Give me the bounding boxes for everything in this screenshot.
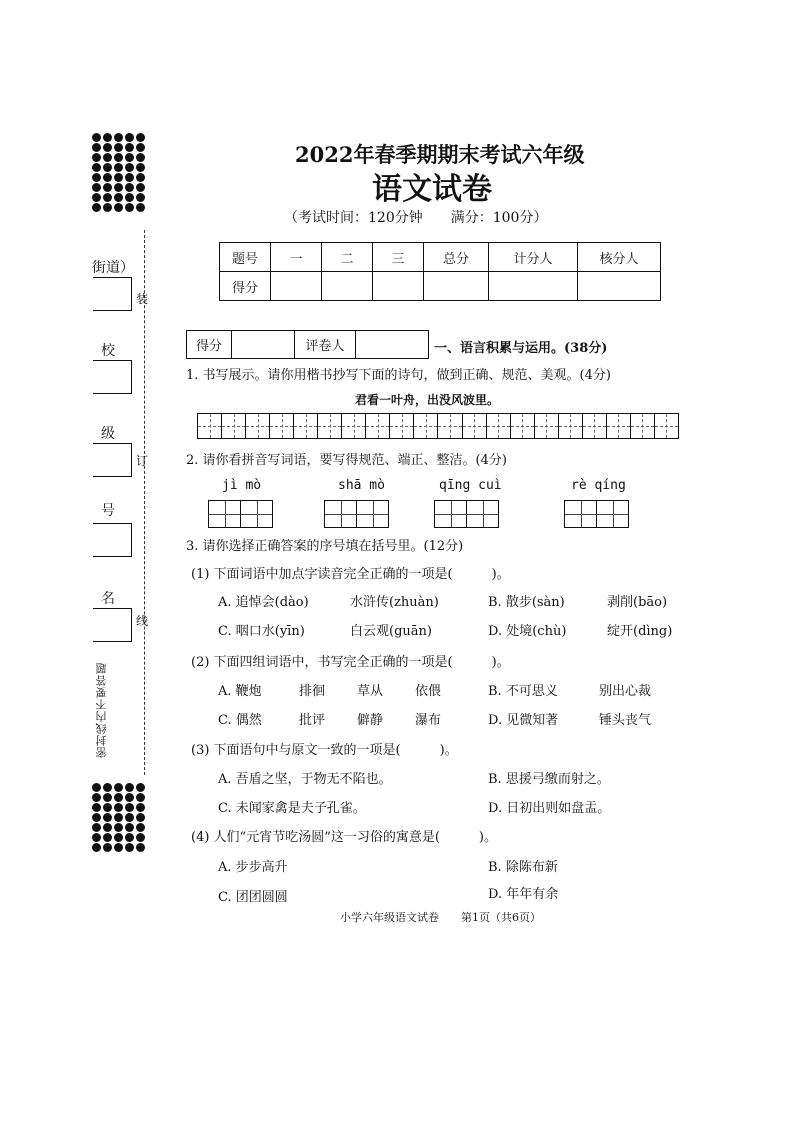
- q3-sub2-a3: 草从: [357, 684, 384, 699]
- score-header-1: 一: [271, 243, 322, 272]
- section1-score-cell[interactable]: [232, 331, 295, 359]
- binding-dot: [92, 183, 101, 192]
- binding-dot: [103, 173, 112, 182]
- q3-sub2-a1: A. 鞭炮: [218, 684, 262, 699]
- side-field-name[interactable]: [93, 608, 132, 642]
- binding-dot: [136, 133, 145, 142]
- q3-sub3-stem: (3) 下面语句中与原文一致的一项是( )。: [191, 743, 458, 758]
- q3-sub2-c4: 瀑布: [415, 713, 442, 728]
- binding-dot: [125, 783, 134, 792]
- score-header-scorer: 计分人: [489, 243, 578, 272]
- writing-grid-cell[interactable]: [535, 414, 559, 438]
- q3-sub2-b2: 别出心裁: [599, 684, 652, 699]
- binding-dot: [125, 133, 134, 142]
- binding-dot: [92, 793, 101, 802]
- binding-char-zhuang: 装: [136, 292, 149, 306]
- binding-dot: [92, 783, 101, 792]
- binding-dot: [114, 163, 123, 172]
- binding-dot: [136, 843, 145, 852]
- binding-dot: [103, 793, 112, 802]
- binding-dot: [92, 203, 101, 212]
- binding-dot: [103, 823, 112, 832]
- binding-dot: [136, 803, 145, 812]
- q3-sub1-opt-a2: 水浒传(zhuàn): [350, 595, 439, 610]
- binding-char-ding: 订: [136, 454, 149, 468]
- binding-dot: [125, 183, 134, 192]
- score-cell-2[interactable]: [322, 272, 373, 301]
- binding-dot: [125, 843, 134, 852]
- side-label-name: 名: [101, 591, 115, 607]
- binding-dot: [114, 203, 123, 212]
- score-cell-scorer[interactable]: [489, 272, 578, 301]
- writing-grid-cell[interactable]: [318, 414, 342, 438]
- q2-answer-box-4[interactable]: [564, 500, 629, 528]
- binding-dot: [125, 153, 134, 162]
- binding-dot: [103, 183, 112, 192]
- writing-grid-cell[interactable]: [559, 414, 583, 438]
- binding-dots-bottom: [92, 783, 146, 852]
- binding-dot: [136, 813, 145, 822]
- q2-pinyin-2: shā mò: [338, 478, 385, 493]
- q3-sub1-opt-b1: B. 散步(sàn): [488, 595, 565, 610]
- binding-dot: [103, 803, 112, 812]
- binding-dot: [125, 813, 134, 822]
- binding-dot: [136, 833, 145, 842]
- score-header-2: 二: [322, 243, 373, 272]
- binding-dot: [92, 823, 101, 832]
- binding-dot: [136, 143, 145, 152]
- score-row-label: 得分: [220, 272, 271, 301]
- binding-dot: [114, 843, 123, 852]
- q3-sub1-opt-b2: 剥削(bāo): [607, 595, 668, 610]
- exam-title-line1: 2022年春季期期末考试六年级: [295, 142, 585, 167]
- q3-sub3-c: C. 未闻家禽是夫子孔雀。: [218, 801, 366, 816]
- section1-title: 一、语言积累与运用。(38分): [434, 341, 608, 356]
- writing-grid-cell[interactable]: [270, 414, 294, 438]
- q2-answer-box-1[interactable]: [208, 500, 273, 528]
- section1-score-label: 得分: [187, 331, 232, 359]
- side-field-class[interactable]: [93, 443, 132, 477]
- q3-sub2-a4: 依偎: [415, 684, 442, 699]
- writing-grid-cell[interactable]: [246, 414, 270, 438]
- exam-title-line2: 语文试卷: [372, 172, 492, 207]
- score-cell-total[interactable]: [424, 272, 489, 301]
- binding-dot: [92, 803, 101, 812]
- q3-sub2-stem: (2) 下面四组词语中，书写完全正确的一项是( )。: [191, 655, 510, 670]
- q3-sub1-opt-a1: A. 追悼会(dào): [218, 595, 309, 610]
- binding-dot: [125, 803, 134, 812]
- binding-dot: [103, 833, 112, 842]
- side-field-number[interactable]: [93, 523, 132, 557]
- score-cell-3[interactable]: [373, 272, 424, 301]
- binding-dot: [136, 163, 145, 172]
- binding-dot: [125, 203, 134, 212]
- writing-grid-cell[interactable]: [463, 414, 487, 438]
- q1-writing-grid[interactable]: [197, 413, 679, 439]
- binding-dot: [125, 823, 134, 832]
- q1-poem: 君看一叶舟，出没风波里。: [355, 393, 500, 407]
- binding-dot: [125, 833, 134, 842]
- side-label-number: 号: [101, 503, 115, 519]
- q3-text: 3. 请你选择正确答案的序号填在括号里。(12分): [186, 539, 464, 554]
- q3-sub4-c: C. 团团圆圆: [218, 890, 288, 905]
- binding-dot: [125, 193, 134, 202]
- binding-dot: [114, 813, 123, 822]
- vertical-seal-note: 密封线内不要答题: [95, 662, 108, 758]
- score-cell-1[interactable]: [271, 272, 322, 301]
- binding-char-xian: 线: [136, 614, 149, 628]
- writing-grid-cell[interactable]: [511, 414, 535, 438]
- q3-sub2-d1: D. 见微知著: [488, 713, 559, 728]
- writing-grid-cell[interactable]: [222, 414, 246, 438]
- writing-grid-cell[interactable]: [631, 414, 655, 438]
- binding-dot: [92, 173, 101, 182]
- binding-dot: [103, 813, 112, 822]
- binding-dot: [136, 823, 145, 832]
- binding-dot: [103, 143, 112, 152]
- binding-dot: [114, 783, 123, 792]
- writing-grid-cell[interactable]: [487, 414, 511, 438]
- section1-reviewer-cell[interactable]: [356, 331, 429, 359]
- binding-dot: [92, 153, 101, 162]
- binding-dot: [125, 163, 134, 172]
- score-header-qnum: 题号: [220, 243, 271, 272]
- writing-grid-cell[interactable]: [607, 414, 631, 438]
- score-cell-checker[interactable]: [578, 272, 661, 301]
- writing-grid-cell[interactable]: [198, 414, 222, 438]
- binding-dot: [114, 153, 123, 162]
- writing-grid-cell[interactable]: [655, 414, 678, 438]
- binding-dots-top: [92, 133, 146, 212]
- side-field-street[interactable]: [93, 277, 132, 311]
- q2-pinyin-4: rè qíng: [571, 478, 626, 493]
- binding-dot: [103, 153, 112, 162]
- score-header-total: 总分: [424, 243, 489, 272]
- q1-text: 1. 书写展示。请你用楷书抄写下面的诗句，做到正确、规范、美观。(4分): [186, 368, 611, 383]
- binding-dot: [136, 793, 145, 802]
- q3-sub4-b: B. 除陈布新: [488, 860, 558, 875]
- binding-dot: [92, 843, 101, 852]
- q3-sub2-c1: C. 偶然: [218, 713, 262, 728]
- q3-sub1-opt-d2: 绽开(dìng): [607, 624, 673, 639]
- binding-dot: [136, 203, 145, 212]
- exam-subtitle: （考试时间：120分钟 满分：100分）: [284, 210, 548, 226]
- binding-dot: [92, 133, 101, 142]
- q2-pinyin-3: qīng cuì: [439, 478, 502, 493]
- q3-sub2-b1: B. 不可思义: [488, 684, 558, 699]
- binding-dot: [125, 143, 134, 152]
- writing-grid-cell[interactable]: [294, 414, 318, 438]
- q3-sub2-a2: 排徊: [299, 684, 326, 699]
- score-header-3: 三: [373, 243, 424, 272]
- section1-reviewer-label: 评卷人: [295, 331, 356, 359]
- binding-dot: [136, 153, 145, 162]
- binding-dot: [136, 193, 145, 202]
- writing-grid-cell[interactable]: [366, 414, 390, 438]
- binding-dot: [136, 173, 145, 182]
- binding-dot: [103, 843, 112, 852]
- binding-dot: [136, 183, 145, 192]
- page-footer: 小学六年级语文试卷 第1页（共6页）: [340, 911, 541, 924]
- q3-sub4-stem: (4) 人们“元宵节吃汤圆”这一习俗的寓意是( )。: [191, 830, 497, 845]
- binding-dot: [103, 193, 112, 202]
- binding-dot: [125, 793, 134, 802]
- binding-dot: [103, 783, 112, 792]
- q3-sub1-opt-c1: C. 咽口水(yīn): [218, 624, 305, 639]
- binding-dot: [103, 133, 112, 142]
- section1-score-box: [186, 330, 429, 359]
- binding-dot: [114, 193, 123, 202]
- binding-dot: [114, 183, 123, 192]
- q3-sub2-c2: 批评: [299, 713, 326, 728]
- writing-grid-cell[interactable]: [583, 414, 607, 438]
- writing-grid-cell[interactable]: [438, 414, 462, 438]
- binding-dot: [114, 143, 123, 152]
- side-label-street: 街道）: [92, 260, 134, 276]
- q3-sub1-opt-d1: D. 处境(chù): [488, 624, 567, 639]
- writing-grid-cell[interactable]: [390, 414, 414, 438]
- q2-answer-box-2[interactable]: [324, 500, 389, 528]
- binding-dot: [92, 833, 101, 842]
- binding-dot: [92, 193, 101, 202]
- q2-pinyin-1: jì mò: [222, 478, 262, 493]
- writing-grid-cell[interactable]: [342, 414, 366, 438]
- score-header-checker: 核分人: [578, 243, 661, 272]
- q3-sub3-b: B. 思援弓缴而射之。: [488, 772, 610, 787]
- q3-sub3-d: D. 日初出则如盘盂。: [488, 801, 611, 816]
- q3-sub3-a: A. 吾盾之坚，于物无不陷也。: [218, 772, 392, 787]
- binding-dot: [92, 143, 101, 152]
- q3-sub2-c3: 僻静: [357, 713, 384, 728]
- binding-dot: [114, 793, 123, 802]
- q3-sub1-opt-c2: 白云观(guān): [350, 624, 432, 639]
- binding-dot: [103, 203, 112, 212]
- binding-dot: [114, 173, 123, 182]
- binding-dot: [114, 833, 123, 842]
- score-table: [219, 242, 661, 301]
- binding-dot: [103, 163, 112, 172]
- writing-grid-cell[interactable]: [414, 414, 438, 438]
- binding-dot: [114, 803, 123, 812]
- q3-sub4-d: D. 年年有余: [488, 887, 559, 902]
- q3-sub1-stem: (1) 下面词语中加点字读音完全正确的一项是( )。: [191, 567, 510, 582]
- q2-answer-box-3[interactable]: [434, 500, 499, 528]
- binding-dot: [125, 173, 134, 182]
- binding-dot: [114, 823, 123, 832]
- q2-text: 2. 请你看拼音写词语，要写得规范、端正、整洁。(4分): [186, 453, 507, 468]
- binding-dot: [136, 783, 145, 792]
- binding-dot: [92, 163, 101, 172]
- binding-dashed-line: [144, 230, 145, 775]
- side-field-school[interactable]: [93, 360, 132, 394]
- q3-sub4-a: A. 步步高升: [218, 860, 288, 875]
- side-label-school: 校: [101, 343, 115, 359]
- side-label-class: 级: [101, 426, 115, 442]
- binding-dot: [114, 133, 123, 142]
- q3-sub2-d2: 锤头丧气: [599, 713, 652, 728]
- binding-dot: [92, 813, 101, 822]
